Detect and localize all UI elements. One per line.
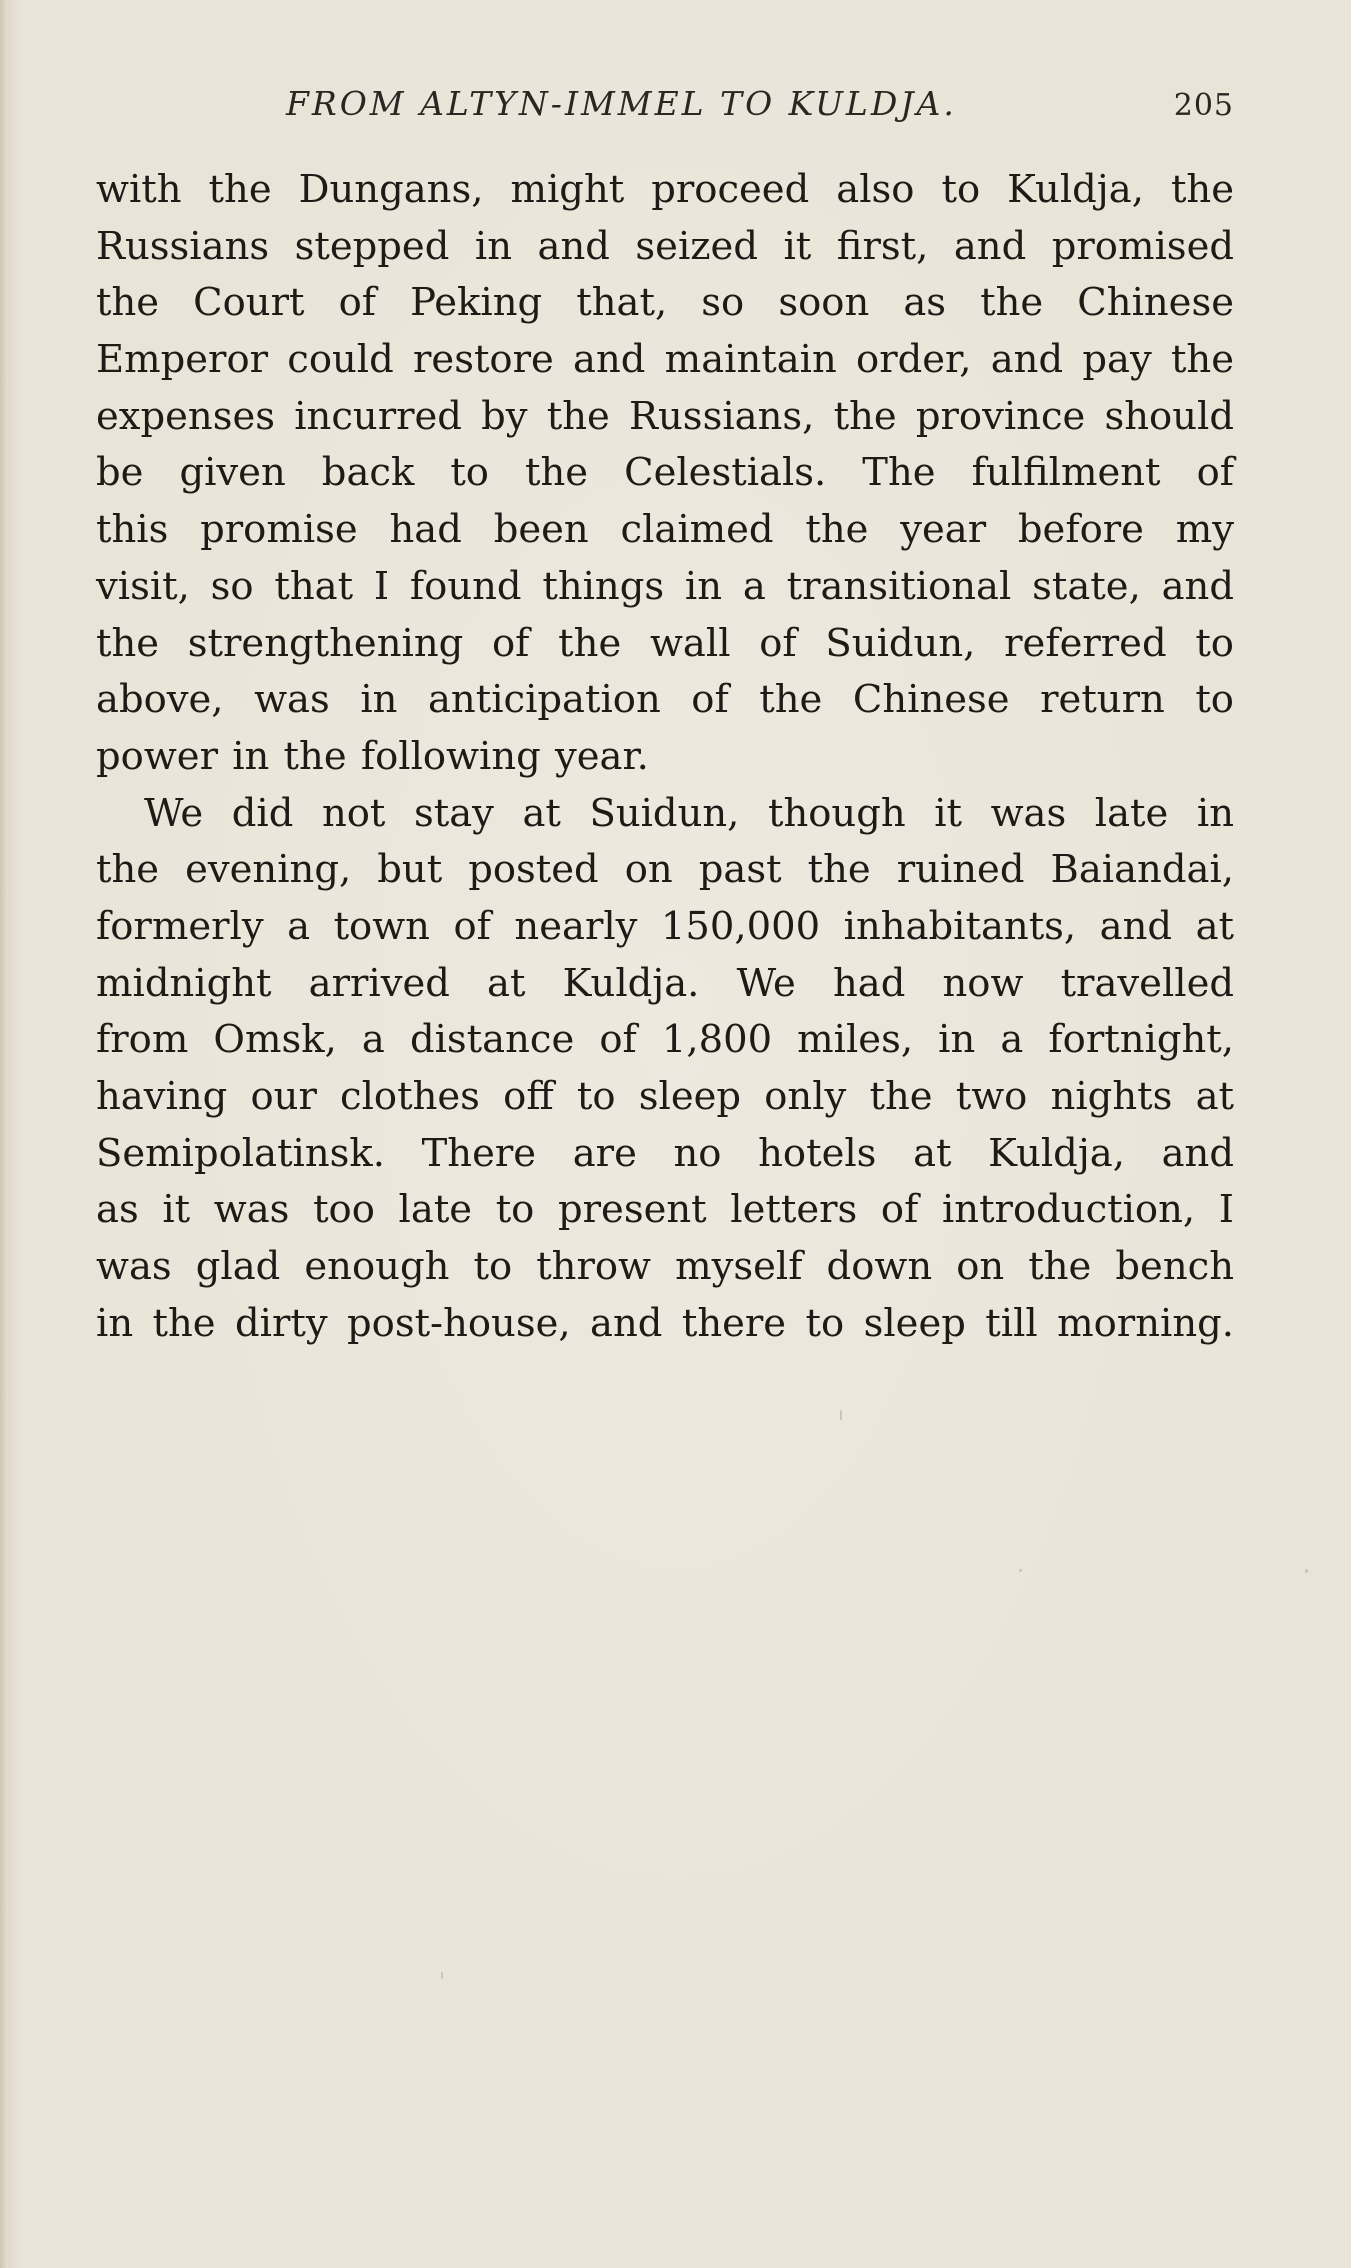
running-head-title: FROM ALTYN-IMMEL TO KULDJA. [286,84,957,123]
body-text [96,162,1234,1352]
text-line: with the Dungans, might proceed also to Kuldja, the [96,167,1234,212]
page-number: 205 [1173,88,1234,123]
running-head [96,84,1234,134]
text-line: visit, so that I found things in a transitional state, and [96,563,1234,609]
paper-speck [840,1410,842,1420]
paper-speck [1019,1569,1022,1572]
page-binding-edge [0,0,8,2268]
text-line: as it was too late to present letters of introduction, I [96,1187,1234,1233]
text-line: above, was in anticipation of the Chinese return to [96,677,1234,723]
text-line: the evening, but posted on past the ruined Baiandai, [96,847,1234,893]
text-line: expenses incurred by the Russians, the province should [96,393,1234,439]
text-line: Emperor could restore and maintain order, and pay the [96,337,1234,383]
text-line: from Omsk, a distance of 1,800 miles, in a fortnight, [96,1017,1234,1063]
text-line: formerly a town of nearly 150,000 inhabitants, and at [96,903,1234,949]
text-line: be given back to the Celestials. The fulfilment of [96,450,1234,496]
text-line: power in the following year. [96,733,649,779]
paper-speck [1305,1569,1308,1573]
text-line: We did not stay at Suidun, though it was late in [144,790,1234,836]
text-line: Russians stepped in and seized it first, and promised [96,223,1234,269]
text-line: was glad enough to throw myself down on the bench [96,1244,1234,1290]
text-line: this promise had been claimed the year before my [96,507,1234,553]
text-line: Semipolatinsk. There are no hotels at Kuldja, and [96,1130,1234,1176]
paragraph-2 [96,786,1234,1353]
text-line: the Court of Peking that, so soon as the Chinese [96,280,1234,326]
paragraph-1 [96,162,1234,786]
text-line: midnight arrived at Kuldja. We had now travelled [96,960,1234,1006]
text-line: the strengthening of the wall of Suidun, referred to [96,620,1234,666]
paper-speck [441,1972,443,1979]
text-line: in the dirty post-house, and there to sleep till morning. [96,1300,1234,1346]
text-line: having our clothes off to sleep only the two nights at [96,1074,1234,1119]
